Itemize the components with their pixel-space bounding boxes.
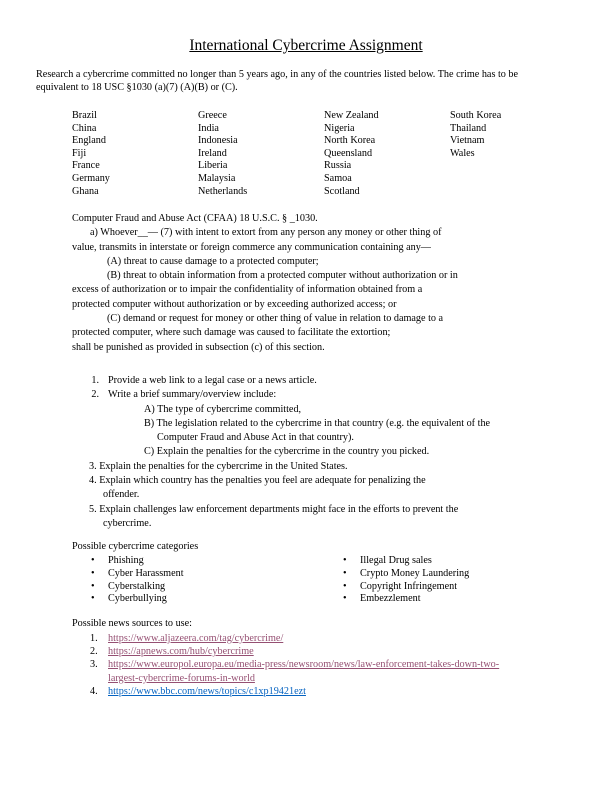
cfaa-subsection-a (72, 226, 458, 240)
country-item: North Korea (324, 135, 376, 147)
country-item: Ireland (198, 147, 227, 159)
bullet-icon: • (343, 555, 347, 566)
cfaa-C-line-2: protected computer, where such damage was caused to facilitate the extortion; (72, 327, 391, 339)
country-item: Indonesia (198, 135, 238, 147)
category-item (324, 581, 469, 594)
task-1-number: 1. (91, 375, 99, 386)
task-1-text: Provide a web link to a legal case or a news article. (108, 375, 317, 386)
task-2a: A) The type of cybercrime committed, (144, 403, 302, 415)
news-link-aljazeera[interactable]: https://www.aljazeera.com/tag/cybercrime/ (108, 633, 284, 644)
cfaa-A-text: (A) threat to cause damage to a protected computer; (107, 255, 319, 267)
list-number: 2. (90, 646, 98, 658)
document-title: International Cybercrime Assignment (189, 37, 423, 54)
intro-paragraph (36, 69, 518, 95)
country-column-2 (198, 110, 247, 198)
task-4-line-2: offender. (103, 489, 140, 501)
list-number: 3. (90, 659, 98, 671)
list-number: 4. (90, 685, 98, 697)
news-source-item (72, 658, 499, 684)
country-item: Brazil (72, 110, 97, 121)
country-item: France (72, 160, 100, 172)
cfaa-statute-section (72, 212, 458, 355)
category-item (324, 568, 469, 581)
cfaa-B-text: (B) threat to obtain information from a protected computer without authorization or in (107, 270, 458, 282)
cfaa-clause-C (72, 312, 458, 326)
task-2 (72, 388, 490, 402)
country-item: India (198, 122, 219, 134)
country-item: Queensland (324, 147, 373, 159)
categories-list-right (324, 555, 469, 606)
news-link-europol[interactable]: https://www.europol.europa.eu/media-press/newsroom/news/law-enforcement-takes-down-two- (108, 659, 500, 671)
cfaa-a-line-1: a) Whoever__— (7) with intent to extort from any person any money or other thing of (90, 227, 442, 239)
country-item: Scotland (324, 185, 360, 197)
country-column-3 (324, 110, 379, 198)
task-3: 3. Explain the penalties for the cybercrime in the United States. (89, 460, 348, 472)
task-5: 5. Explain challenges law enforcement departments might face in the efforts to prevent the (89, 503, 459, 515)
news-link-europol-line-2[interactable]: largest-cybercrime-forums-in-world (108, 672, 255, 684)
country-item: China (72, 122, 97, 134)
country-column-1 (72, 110, 110, 198)
country-item: Russia (324, 160, 352, 172)
news-source-item (72, 632, 499, 645)
bullet-icon: • (91, 555, 95, 566)
task-4: 4. Explain which country has the penalties you feel are adequate for penalizing the (89, 475, 426, 487)
news-sources-list (72, 632, 499, 698)
task-2b-line-2: Computer Fraud and Abuse Act in that country). (157, 432, 354, 444)
bullet-icon: • (343, 593, 347, 605)
cfaa-closing: shall be punished as provided in subsection (c) of this section. (72, 341, 325, 353)
category-item (324, 593, 469, 606)
task-2c: C) Explain the penalties for the cybercrime in the country you picked. (144, 446, 430, 458)
intro-line-2: equivalent to 18 USC §1030 (a)(7) (A)(B) or (C). (36, 81, 238, 93)
country-item: Vietnam (450, 135, 485, 147)
country-item: South Korea (450, 110, 502, 121)
list-number: 1. (90, 633, 98, 644)
country-item: Wales (450, 147, 475, 159)
category-label: Illegal Drug sales (360, 555, 432, 566)
task-1 (72, 374, 490, 388)
cfaa-clause-B (72, 269, 458, 283)
country-item: Samoa (324, 172, 352, 184)
bullet-icon: • (91, 580, 95, 592)
category-label: Cyberstalking (108, 580, 166, 592)
country-item: Netherlands (198, 185, 248, 197)
country-item: Fiji (72, 147, 87, 159)
country-item: Greece (198, 110, 227, 121)
intro-line-1: Research a cybercrime committed no longer than 5 years ago, in any of the countries listed below. The crime has to be (36, 69, 519, 80)
cfaa-B-line-3: protected computer without authorization or by exceeding authorized access; or (72, 298, 397, 310)
bullet-icon: • (91, 567, 95, 579)
category-label: Cyber Harassment (108, 567, 184, 579)
category-label: Embezzlement (360, 593, 421, 605)
assignment-tasks-list (72, 374, 490, 531)
category-item (72, 555, 184, 568)
task-5-line-2: cybercrime. (103, 517, 152, 529)
country-item: Malaysia (198, 172, 236, 184)
bullet-icon: • (343, 567, 347, 579)
cfaa-clause-A (72, 255, 458, 269)
cfaa-a-line-2: value, transmits in interstate or foreign commerce any communication containing any— (72, 241, 431, 253)
news-sources-heading: Possible news sources to use: (72, 618, 192, 629)
category-item (72, 581, 184, 594)
task-2-text: Write a brief summary/overview include: (108, 389, 277, 401)
bullet-icon: • (91, 593, 95, 605)
country-item: New Zealand (324, 110, 379, 121)
news-source-item (72, 685, 499, 698)
cfaa-heading: Computer Fraud and Abuse Act (CFAA) 18 U.S.C. § _1030. (72, 213, 318, 224)
category-label: Copyright Infringement (360, 580, 458, 592)
country-item: Ghana (72, 185, 99, 197)
country-item: Liberia (198, 160, 228, 172)
categories-list-left (72, 555, 184, 606)
country-item: Nigeria (324, 122, 355, 134)
category-item (324, 555, 469, 568)
news-link-bbc[interactable]: https://www.bbc.com/news/topics/c1xp19421ezt (108, 685, 306, 697)
category-label: Phishing (108, 555, 144, 566)
category-label: Cyberbullying (108, 593, 167, 605)
country-item: Germany (72, 172, 110, 184)
categories-heading: Possible cybercrime categories (72, 541, 199, 552)
news-source-item (72, 645, 499, 658)
task-2b: B) The legislation related to the cybercrime in that country (e.g. the equivalent of the (144, 417, 491, 429)
bullet-icon: • (343, 580, 347, 592)
news-link-apnews[interactable]: https://apnews.com/hub/cybercrime (108, 646, 254, 658)
category-item (72, 568, 184, 581)
category-label: Crypto Money Laundering (360, 567, 470, 579)
country-item: Thailand (450, 122, 487, 134)
category-item (72, 593, 184, 606)
cfaa-C-text: (C) demand or request for money or other thing of value in relation to damage to a (107, 313, 444, 325)
cfaa-B-line-2: excess of authorization or to impair the confidentiality of information obtained from a (72, 284, 423, 296)
country-column-4 (450, 110, 501, 160)
task-2-number: 2. (91, 389, 99, 401)
country-item: England (72, 135, 106, 147)
